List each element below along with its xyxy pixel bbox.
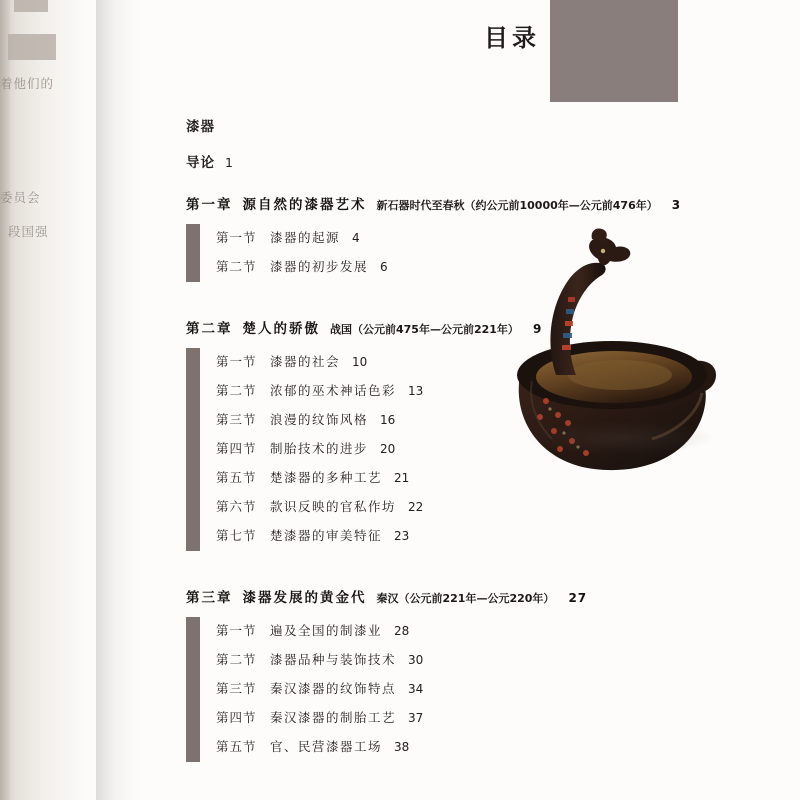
list-item[interactable] xyxy=(216,645,746,674)
section-number: 第五节 xyxy=(216,470,257,485)
section-number: 第一节 xyxy=(216,354,257,369)
toc-lead: 漆器 xyxy=(186,119,215,135)
section-title: 款识反映的官私作坊 xyxy=(270,499,397,514)
left-page-block-mid xyxy=(8,34,56,60)
header-color-block xyxy=(550,0,678,102)
section-page: 13 xyxy=(408,384,424,398)
chapter-2-accent-bar xyxy=(186,348,200,551)
list-item[interactable] xyxy=(216,521,746,550)
section-page: 6 xyxy=(380,260,388,274)
page-title: 目录 xyxy=(484,24,540,52)
section-number: 第三节 xyxy=(216,412,257,427)
chapter-1-era: 新石器时代至春秋（约公元前10000年—公元前476年） xyxy=(376,199,658,212)
chapter-3-page: 27 xyxy=(568,591,588,605)
section-title: 遍及全国的制漆业 xyxy=(270,623,383,638)
section-number: 第四节 xyxy=(216,441,257,456)
section-number: 第四节 xyxy=(216,710,257,725)
toc-intro-row[interactable] xyxy=(186,151,746,171)
chapter-1-title: 源自然的漆器艺术 xyxy=(242,197,367,213)
left-page-bleed-2: 委员会 xyxy=(0,190,41,205)
section-title: 楚漆器的多种工艺 xyxy=(270,470,383,485)
section-page: 22 xyxy=(408,500,424,514)
chapter-3-heading[interactable] xyxy=(186,586,746,606)
chapter-3-title: 漆器发展的黄金代 xyxy=(242,590,367,606)
section-title: 楚漆器的审美特征 xyxy=(270,528,383,543)
section-title: 官、民营漆器工场 xyxy=(270,739,383,754)
section-title: 漆器的社会 xyxy=(270,354,341,369)
section-number: 第三节 xyxy=(216,681,257,696)
section-page: 30 xyxy=(408,653,424,667)
left-page-bleed-3: 段国强 xyxy=(8,224,49,239)
section-number: 第六节 xyxy=(216,499,257,514)
chapter-1-number: 第一章 xyxy=(186,197,233,213)
chapter-3-number: 第三章 xyxy=(186,590,233,606)
section-page: 23 xyxy=(394,529,410,543)
section-title: 浪漫的纹饰风格 xyxy=(270,412,369,427)
chapter-2-number: 第二章 xyxy=(186,321,233,337)
chapter-1-page: 3 xyxy=(671,198,682,212)
toc-intro-label: 导论 xyxy=(186,155,215,171)
section-page: 10 xyxy=(352,355,368,369)
chapter-2-page: 9 xyxy=(532,322,543,336)
section-number: 第二节 xyxy=(216,383,257,398)
chapter-3-sections xyxy=(186,616,746,761)
section-page: 16 xyxy=(380,413,396,427)
section-number: 第七节 xyxy=(216,528,257,543)
section-title: 秦汉漆器的制胎工艺 xyxy=(270,710,397,725)
section-number: 第一节 xyxy=(216,623,257,638)
spacer xyxy=(186,550,746,584)
list-item[interactable] xyxy=(216,703,746,732)
list-item[interactable] xyxy=(216,674,746,703)
page-edge xyxy=(0,0,10,800)
section-title: 漆器品种与装饰技术 xyxy=(270,652,397,667)
left-page-block-top xyxy=(14,0,48,12)
chapter-2-title: 楚人的骄傲 xyxy=(242,321,320,337)
section-number: 第五节 xyxy=(216,739,257,754)
section-number: 第一节 xyxy=(216,230,257,245)
chapter-3 xyxy=(186,586,746,761)
section-page: 28 xyxy=(394,624,410,638)
list-item[interactable] xyxy=(216,732,746,761)
section-page: 4 xyxy=(352,231,360,245)
section-title: 制胎技术的进步 xyxy=(270,441,369,456)
left-page-bleed-1: 着他们的 xyxy=(0,76,55,91)
lacquer-vessel-illustration xyxy=(502,225,722,525)
toc-intro-page: 1 xyxy=(225,155,234,170)
section-number: 第二节 xyxy=(216,652,257,667)
section-page: 20 xyxy=(380,442,396,456)
section-title: 漆器的初步发展 xyxy=(270,259,369,274)
section-title: 漆器的起源 xyxy=(270,230,341,245)
section-title: 浓郁的巫术神话色彩 xyxy=(270,383,397,398)
chapter-2-era: 战国（公元前475年—公元前221年） xyxy=(330,323,519,336)
chapter-1-accent-bar xyxy=(186,224,200,282)
section-page: 38 xyxy=(394,740,410,754)
list-item[interactable] xyxy=(216,616,746,645)
section-number: 第二节 xyxy=(216,259,257,274)
chapter-1-heading[interactable] xyxy=(186,193,746,213)
section-page: 21 xyxy=(394,471,410,485)
object-shadow xyxy=(526,421,716,455)
section-page: 34 xyxy=(408,682,424,696)
lacquer-bird-vessel-photo xyxy=(502,225,722,525)
section-page: 37 xyxy=(408,711,424,725)
gutter-shadow xyxy=(96,0,142,800)
section-title: 秦汉漆器的纹饰特点 xyxy=(270,681,397,696)
chapter-3-era: 秦汉（公元前221年—公元220年） xyxy=(376,592,555,605)
chapter-3-accent-bar xyxy=(186,617,200,762)
